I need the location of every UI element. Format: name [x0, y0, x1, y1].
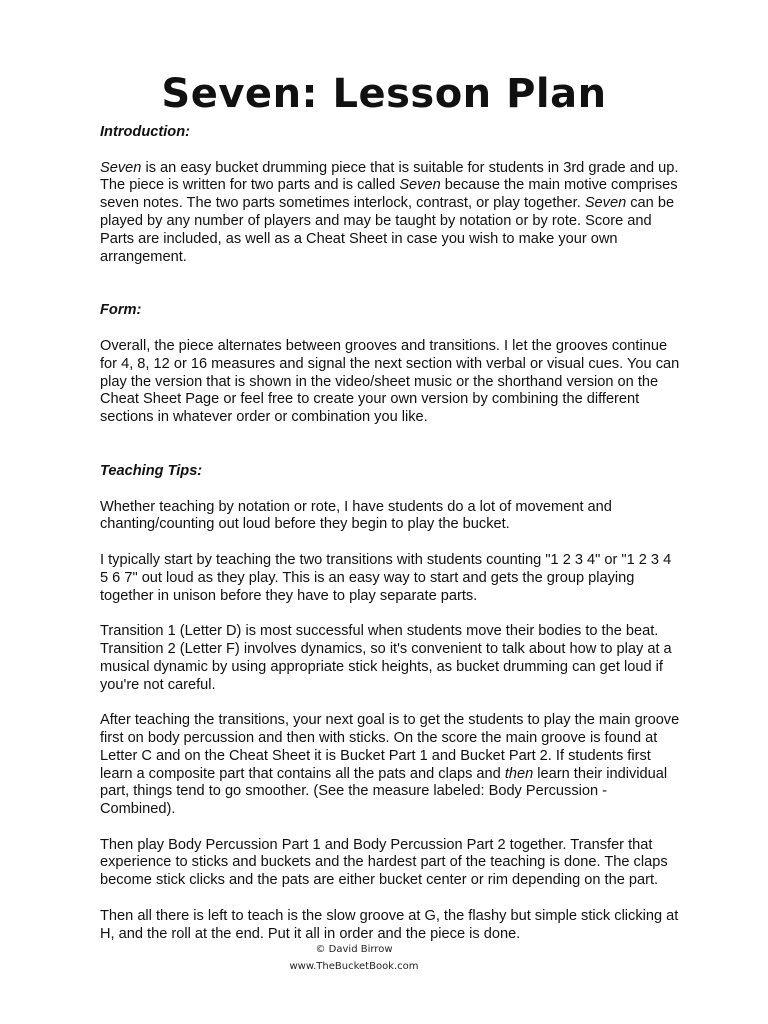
document-body: [100, 124, 682, 943]
form-paragraph: Overall, the piece alternates between grooves and transitions. I let the grooves continue for 4, 8, 12 or 16 measures and signal the next section with verbal or visual cues. You can play the version that is shown in the video/sheet music or the shorthand version on the Cheat Sheet Page or feel free to create your own version by combining the different sections in whatever order or combination you like.: [100, 337, 680, 426]
website-link[interactable]: www.TheBucketBook.com: [289, 961, 419, 972]
emphasis-seven: Seven: [584, 195, 627, 212]
page-title: Seven: Lesson Plan: [161, 71, 607, 117]
form-heading: Form:: [100, 302, 142, 319]
introduction-heading: Introduction:: [100, 124, 190, 140]
copyright-notice: © David Birrow: [315, 944, 393, 955]
intro-text-c: can be played by any number of players and may be taught by notation or by rote. Score and Parts are included, as well as a Cheat Sheet in case you wish to make your own arrangement.: [100, 195, 675, 265]
tips-p4-text-b: learn their individual part, things tend to go smoother. (See the measure labeled: Body Percussion - Combined).: [100, 765, 668, 818]
teaching-tips-paragraph-3: Transition 1 (Letter D) is most successful when students move their bodies to the beat. Transition 2 (Letter F) involves dynamics, so it's convenient to talk about how to play at a musical dynamic by using appropriate stick heights, as bucket drumming can get loud if you're not careful.: [100, 623, 672, 693]
emphasis-seven: Seven: [100, 159, 142, 176]
page-footer: [0, 941, 708, 975]
emphasis-seven: Seven: [399, 177, 441, 194]
teaching-tips-paragraph-5: Then play Body Percussion Part 1 and Body Percussion Part 2 together. Transfer that experience to sticks and buckets and the hardest part of the teaching is done. The claps become stick clicks and the pats are either bucket center or rim depending on the part.: [100, 836, 668, 889]
teaching-tips-paragraph-4: [100, 712, 682, 819]
tips-p4-text-a: After teaching the transitions, your next goal is to get the students to play the main groove first on body percussion and then with sticks. On the score the main groove is found at Letter C and on the Cheat Sheet it is Bucket Part 1 and Bucket Part 2. If students first learn a composite part that contains all the pats and claps and: [100, 712, 680, 782]
teaching-tips-paragraph-2: I typically start by teaching the two transitions with students counting "1 2 3 4" or "1 2 3 4 5 6 7" out loud as they play. This is an easy way to start and gets the group playing together in unison before they have to play separate parts.: [100, 551, 672, 604]
teaching-tips-paragraph-1: Whether teaching by notation or rote, I have students do a lot of movement and chanting/counting out loud before they begin to play the bucket.: [100, 498, 612, 533]
emphasis-then: then: [504, 765, 534, 782]
intro-text-a: is an easy bucket drumming piece that is suitable for students in 3rd grade and up. The piece is written for two parts and is called: [100, 159, 679, 194]
teaching-tips-paragraph-6: Then all there is left to teach is the slow groove at G, the flashy but simple stick clicking at H, and the roll at the end. Put it all in order and the piece is done.: [100, 907, 679, 942]
intro-text-b: because the main motive comprises seven notes. The two parts sometimes interlock, contrast, or play together.: [100, 177, 678, 212]
introduction-paragraph: [100, 160, 682, 267]
teaching-tips-heading: Teaching Tips:: [100, 462, 203, 479]
